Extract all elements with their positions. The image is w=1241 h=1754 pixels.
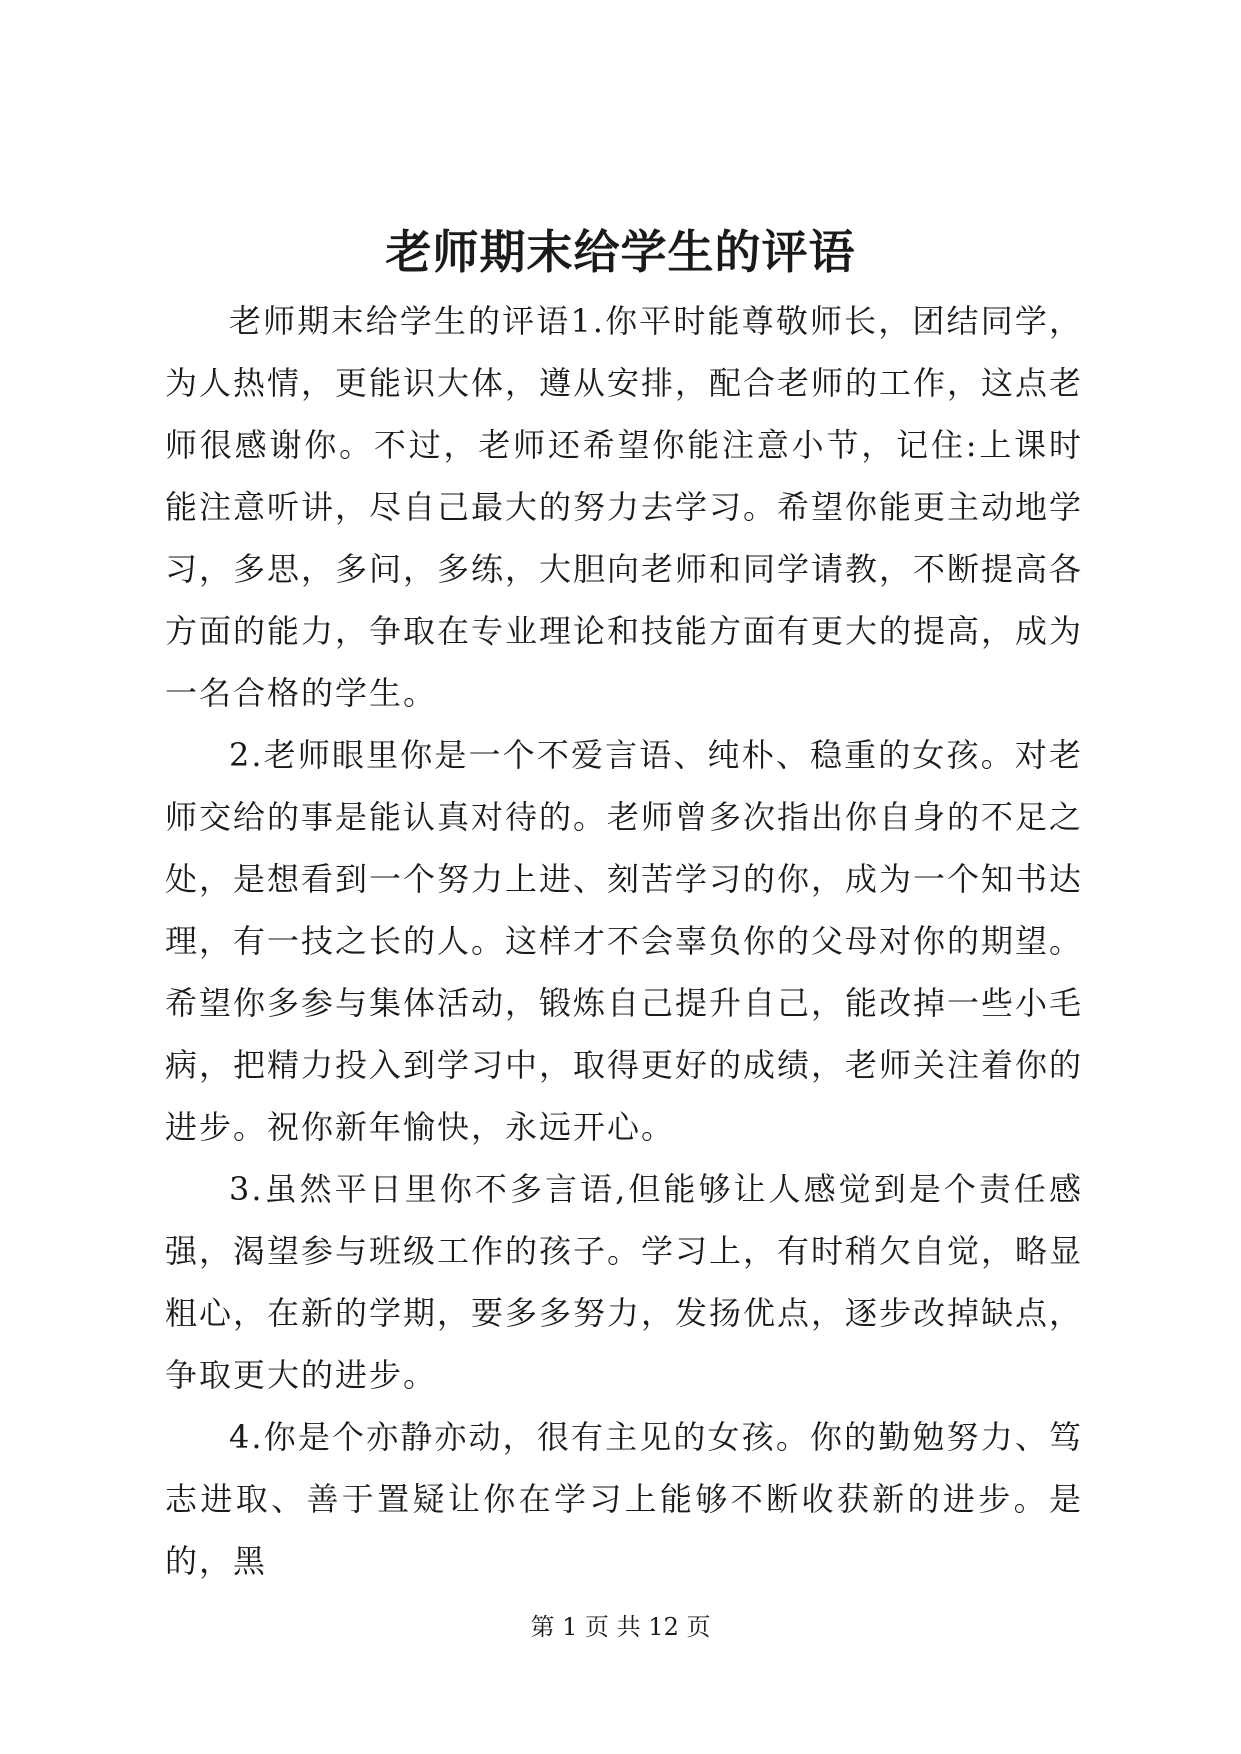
paragraph-4: 4.你是个亦静亦动，很有主见的女孩。你的勤勉努力、笃志进取、善于置疑让你在学习上能够不断收获新的进步。是的，黑 (165, 1418, 1083, 1580)
page-footer: 第 1 页 共 12 页 (530, 1613, 711, 1641)
document-title: 老师期末给学生的评语 (385, 225, 856, 279)
document-body (165, 290, 1083, 1592)
paragraph-3: 3.虽然平日里你不多言语,但能够让人感觉到是个责任感强，渴望参与班级工作的孩子。学习上，有时稍欠自觉，略显粗心，在新的学期，要多多努力，发扬优点，逐步改掉缺点，争取更大的进步。 (165, 1170, 1084, 1394)
paragraph-2: 2.老师眼里你是一个不爱言语、纯朴、稳重的女孩。对老师交给的事是能认真对待的。老师曾多次指出你自身的不足之处，是想看到一个努力上进、刻苦学习的你，成为一个知书达理，有一技之长的人。这样才不会辜负你的父母对你的期望。希望你多参与集体活动，锻炼自己提升自己，能改掉一些小毛病，把精力投入到学习中，取得更好的成绩，老师关注着你的进步。祝你新年愉快，永远开心。 (165, 736, 1084, 1146)
paragraph-1: 老师期末给学生的评语1.你平时能尊敬师长，团结同学，为人热情，更能识大体，遵从安排，配合老师的工作，这点老师很感谢你。不过，老师还希望你能注意小节，记住:上课时能注意听讲，尽自己最大的努力去学习。希望你能更主动地学习，多思，多问，多练，大胆向老师和同学请教，不断提高各方面的能力，争取在专业理论和技能方面有更大的提高，成为一名合格的学生。 (165, 302, 1084, 712)
